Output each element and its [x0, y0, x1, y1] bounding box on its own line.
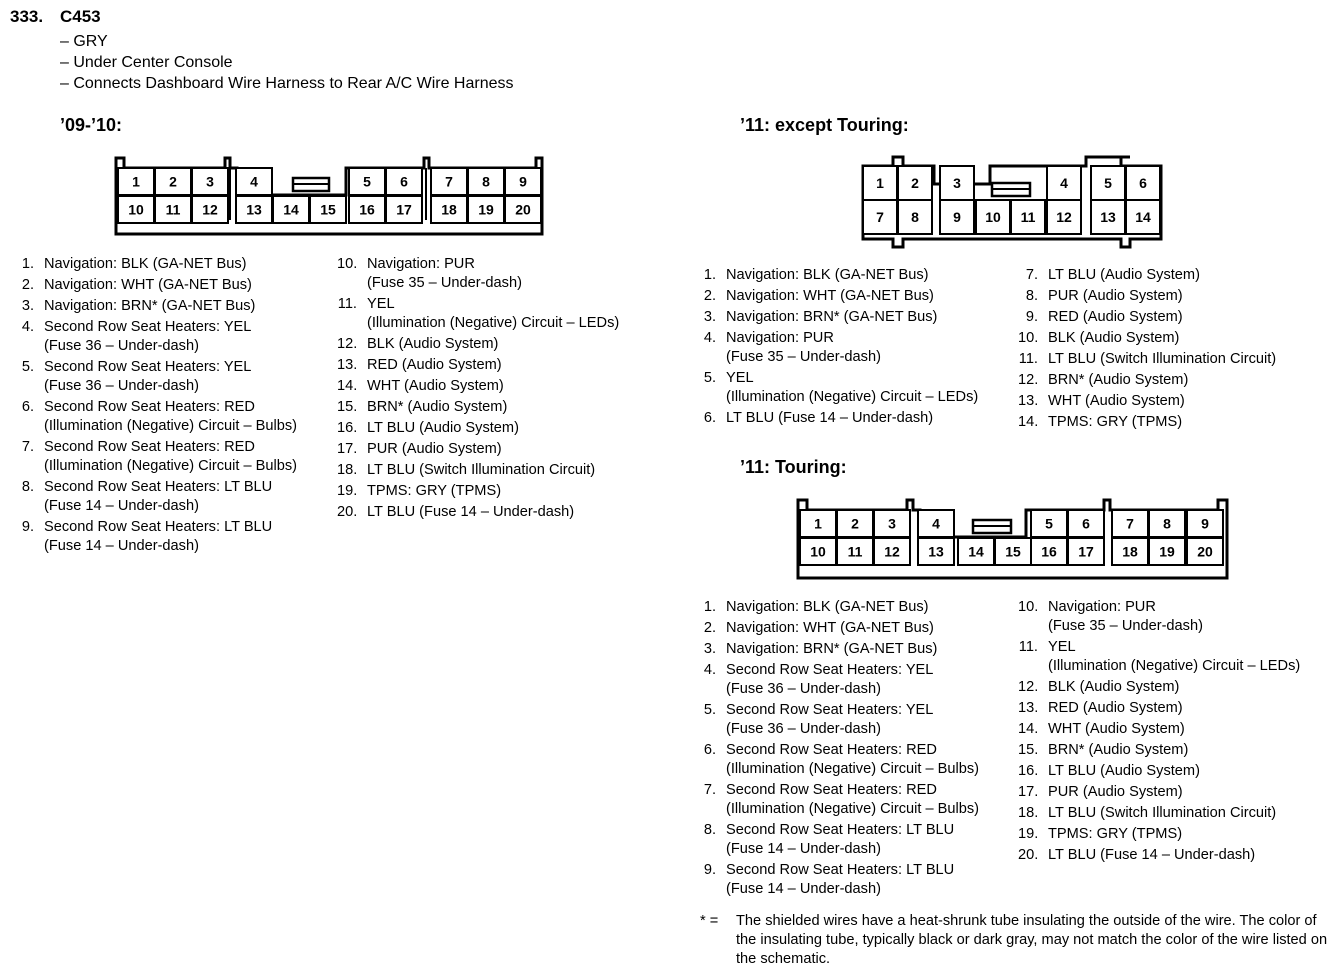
pin-number-label: 11	[847, 543, 863, 560]
pin-label: YEL	[367, 296, 395, 312]
pin-number-label: 4	[250, 173, 258, 190]
connector-location: – Under Center Console	[60, 54, 233, 71]
pin-entry	[1018, 762, 1300, 781]
pin-number-label: 13	[246, 201, 262, 218]
pin-entry	[696, 701, 979, 739]
pin-label: PUR (Audio System)	[1048, 288, 1183, 304]
pin-entry	[14, 518, 297, 556]
pin-sublabel: (Illumination (Negative) Circuit – LEDs)	[1048, 658, 1301, 674]
pin-list-11t-col1	[696, 598, 979, 901]
pin-number: 17.	[337, 441, 358, 457]
pin-number: 15.	[1018, 742, 1039, 758]
pin-sublabel: (Fuse 14 – Under-dash)	[44, 538, 199, 554]
pin-number: 1.	[703, 267, 716, 283]
pin-number-label: 7	[445, 173, 453, 190]
pin-label: TPMS: GRY (TPMS)	[1048, 414, 1183, 430]
pin-entry	[337, 377, 619, 396]
pin-number: 20.	[1018, 847, 1039, 863]
pin-number-label: 5	[363, 173, 371, 190]
pin-number-label: 4	[1060, 175, 1068, 191]
pin-number: 14.	[1018, 721, 1039, 737]
pin-label: RED (Audio System)	[1048, 309, 1183, 325]
pin-sublabel: (Fuse 14 – Under-dash)	[726, 841, 881, 857]
pin-number-label: 20	[515, 201, 531, 218]
pin-label: RED (Audio System)	[367, 357, 502, 373]
pin-label: TPMS: GRY (TPMS)	[1048, 826, 1183, 842]
pin-number-label: 13	[928, 543, 944, 560]
pin-sublabel: (Fuse 36 – Under-dash)	[726, 721, 881, 737]
pin-number: 13.	[1018, 700, 1039, 716]
pin-entry	[337, 356, 619, 375]
footnote-mark: * =	[700, 913, 719, 929]
pin-number-label: 2	[911, 175, 919, 191]
pin-number-label: 6	[1082, 515, 1090, 532]
pin-number-label: 10	[810, 543, 826, 560]
pin-sublabel: (Illumination (Negative) Circuit – LEDs)	[726, 389, 979, 405]
pin-entry	[337, 255, 619, 293]
pin-number: 7.	[1025, 267, 1038, 283]
pin-entry	[696, 821, 979, 859]
pin-list-11ex-col2	[1018, 266, 1276, 434]
pin-entry	[337, 398, 619, 417]
pin-label: BLK (Audio System)	[1048, 330, 1180, 346]
pin-entry	[1018, 287, 1276, 306]
pin-label: LT BLU (Audio System)	[367, 420, 519, 436]
pin-number: 6.	[703, 742, 716, 758]
pin-number: 1.	[703, 599, 716, 615]
pin-number: 14.	[1018, 414, 1039, 430]
pin-label: Navigation: BRN* (GA-NET Bus)	[44, 298, 256, 314]
pin-label: Navigation: PUR	[1048, 599, 1156, 615]
pin-number: 14.	[337, 378, 358, 394]
pin-entry	[696, 409, 978, 428]
pin-label: LT BLU (Switch Illumination Circuit)	[367, 462, 596, 478]
pin-number: 5.	[21, 359, 34, 375]
pin-entry	[696, 861, 979, 899]
pin-label: Navigation: BLK (GA-NET Bus)	[44, 256, 247, 272]
pin-label: LT BLU (Fuse 14 – Under-dash)	[367, 504, 575, 520]
pin-number: 3.	[703, 641, 716, 657]
connector-0910-diagram	[110, 150, 550, 242]
pin-number: 7.	[21, 439, 34, 455]
pin-entry	[696, 287, 978, 306]
pin-entry	[1018, 350, 1276, 369]
pin-entry	[14, 276, 297, 295]
pin-number-label: 4	[932, 515, 940, 532]
pin-label: Navigation: WHT (GA-NET Bus)	[44, 277, 252, 293]
pin-label: Navigation: WHT (GA-NET Bus)	[726, 620, 934, 636]
pin-entry	[696, 661, 979, 699]
pin-number: 11.	[1018, 639, 1038, 655]
pin-number-label: 14	[968, 543, 984, 560]
pin-number-label: 14	[1135, 209, 1151, 225]
pin-label: Second Row Seat Heaters: RED	[726, 742, 937, 758]
pin-number: 16.	[1018, 763, 1039, 779]
pin-sublabel: (Illumination (Negative) Circuit – Bulbs)	[726, 761, 980, 777]
pin-label: Navigation: WHT (GA-NET Bus)	[726, 288, 934, 304]
pin-number-label: 7	[876, 209, 884, 225]
pin-sublabel: (Illumination (Negative) Circuit – Bulbs)	[726, 801, 980, 817]
pin-number-label: 12	[1056, 209, 1072, 225]
pin-number: 18.	[337, 462, 358, 478]
pin-label: Navigation: PUR	[726, 330, 834, 346]
pin-label: BRN* (Audio System)	[367, 399, 508, 415]
pin-sublabel: (Fuse 14 – Under-dash)	[44, 498, 199, 514]
pin-entry	[14, 478, 297, 516]
pin-entry	[14, 255, 297, 274]
pin-number: 1.	[21, 256, 34, 272]
pin-entry	[1018, 678, 1300, 697]
connector-11-except-touring-diagram	[858, 153, 1168, 251]
connector-code: C453	[60, 7, 101, 26]
pin-number-label: 16	[359, 201, 375, 218]
pin-number-label: 3	[206, 173, 214, 190]
pin-number-label: 1	[814, 515, 822, 532]
pin-entry	[1018, 266, 1276, 285]
pin-number-label: 16	[1041, 543, 1057, 560]
pin-number: 2.	[703, 288, 716, 304]
pin-number-label: 5	[1104, 175, 1112, 191]
pin-entry	[1018, 741, 1300, 760]
pin-entry	[14, 398, 297, 436]
pin-entry	[337, 419, 619, 438]
pin-number-label: 17	[396, 201, 412, 218]
pin-label: PUR (Audio System)	[1048, 784, 1183, 800]
pin-entry	[1018, 308, 1276, 327]
pin-label: WHT (Audio System)	[367, 378, 504, 394]
pin-number-label: 6	[400, 173, 408, 190]
pin-label: Second Row Seat Heaters: RED	[44, 439, 255, 455]
pin-label: LT BLU (Switch Illumination Circuit)	[1048, 351, 1277, 367]
pin-label: YEL	[1048, 639, 1076, 655]
pin-label: Second Row Seat Heaters: RED	[726, 782, 937, 798]
pin-number: 12.	[1018, 372, 1039, 388]
pin-entry	[1018, 598, 1300, 636]
connector-description: – Connects Dashboard Wire Harness to Rear A/C Wire Harness	[60, 75, 514, 92]
pin-entry	[1018, 804, 1300, 823]
pin-number: 20.	[337, 504, 358, 520]
pin-entry	[1018, 329, 1276, 348]
pin-entry	[337, 295, 619, 333]
pin-number: 9.	[21, 519, 34, 535]
pin-label: WHT (Audio System)	[1048, 721, 1185, 737]
pin-number-label: 3	[888, 515, 896, 532]
pin-label: Navigation: BRN* (GA-NET Bus)	[726, 641, 938, 657]
pin-entry	[1018, 825, 1300, 844]
pin-label: Second Row Seat Heaters: RED	[44, 399, 255, 415]
pin-number: 12.	[337, 336, 358, 352]
pin-label: LT BLU (Audio System)	[1048, 763, 1200, 779]
pin-number-label: 2	[169, 173, 177, 190]
connector-0910-cells	[118, 168, 541, 223]
pin-number: 4.	[703, 330, 716, 346]
pin-number: 11.	[337, 296, 357, 312]
pin-number-label: 6	[1139, 175, 1147, 191]
pin-number: 12.	[1018, 679, 1039, 695]
connector-color: – GRY	[60, 33, 108, 50]
pin-label: RED (Audio System)	[1048, 700, 1183, 716]
pin-number-label: 18	[1122, 543, 1138, 560]
pin-entry	[696, 741, 979, 779]
pin-number: 8.	[1025, 288, 1038, 304]
section-title-11-except-touring: ’11: except Touring:	[740, 115, 909, 135]
pin-label: Second Row Seat Heaters: LT BLU	[44, 479, 273, 495]
pin-label: Second Row Seat Heaters: YEL	[44, 359, 252, 375]
pin-entry	[696, 781, 979, 819]
pin-label: Second Row Seat Heaters: YEL	[44, 319, 252, 335]
pin-number: 13.	[337, 357, 358, 373]
pin-number: 4.	[703, 662, 716, 678]
pin-number-label: 5	[1045, 515, 1053, 532]
pin-label: Second Row Seat Heaters: LT BLU	[726, 862, 955, 878]
pin-label: LT BLU (Fuse 14 – Under-dash)	[726, 410, 934, 426]
pin-number: 4.	[21, 319, 34, 335]
pin-label: Navigation: BLK (GA-NET Bus)	[726, 599, 929, 615]
pin-number-label: 10	[985, 209, 1001, 225]
pin-entry	[696, 266, 978, 285]
pin-number: 8.	[21, 479, 34, 495]
pin-label: BLK (Audio System)	[367, 336, 499, 352]
footnote-text: The shielded wires have a heat-shrunk tube insulating the outside of the wire. The color of the insulating tube, typically black or dark gray, may not match the color of the wire listed on the schematic.	[736, 913, 1328, 967]
section-title-0910: ’09-’10:	[60, 115, 123, 135]
pin-number-label: 8	[482, 173, 490, 190]
pin-number: 19.	[337, 483, 358, 499]
pin-number: 16.	[337, 420, 358, 436]
pin-label: Navigation: BLK (GA-NET Bus)	[726, 267, 929, 283]
pin-sublabel: (Fuse 14 – Under-dash)	[726, 881, 881, 897]
pin-number: 6.	[703, 410, 716, 426]
pin-entry	[696, 329, 978, 367]
pin-label: LT BLU (Fuse 14 – Under-dash)	[1048, 847, 1256, 863]
pin-number: 5.	[703, 370, 716, 386]
pin-number-label: 8	[911, 209, 919, 225]
pin-number-label: 14	[283, 201, 299, 218]
pin-number: 8.	[703, 822, 716, 838]
pin-sublabel: (Illumination (Negative) Circuit – LEDs)	[367, 315, 620, 331]
pin-number-label: 1	[132, 173, 140, 190]
connector-11-touring-diagram	[790, 492, 1234, 584]
pin-label: Navigation: PUR	[367, 256, 475, 272]
pin-number-label: 18	[441, 201, 457, 218]
pin-number-label: 11	[1020, 209, 1036, 225]
pin-number-label: 10	[128, 201, 144, 218]
pin-number: 10.	[1018, 330, 1039, 346]
pin-number: 3.	[21, 298, 34, 314]
pin-sublabel: (Fuse 35 – Under-dash)	[726, 349, 881, 365]
pin-entry	[696, 640, 979, 659]
pin-number: 2.	[703, 620, 716, 636]
pin-entry	[696, 619, 979, 638]
pin-label: BRN* (Audio System)	[1048, 742, 1189, 758]
pin-number: 9.	[703, 862, 716, 878]
pin-sublabel: (Fuse 35 – Under-dash)	[367, 275, 522, 291]
pin-entry	[14, 297, 297, 316]
pin-list-0910-col1	[14, 255, 297, 558]
pin-label: Navigation: BRN* (GA-NET Bus)	[726, 309, 938, 325]
pin-entry	[14, 358, 297, 396]
item-number: 333.	[10, 7, 44, 26]
pin-number: 9.	[1025, 309, 1038, 325]
pin-entry	[1018, 846, 1300, 865]
pin-number: 2.	[21, 277, 34, 293]
pin-label: WHT (Audio System)	[1048, 393, 1185, 409]
pin-list-11ex-col1	[696, 266, 978, 430]
pin-number-label: 20	[1197, 543, 1213, 560]
pin-entry	[696, 308, 978, 327]
pin-sublabel: (Fuse 36 – Under-dash)	[726, 681, 881, 697]
pin-number: 18.	[1018, 805, 1039, 821]
pin-number: 7.	[703, 782, 716, 798]
pin-label: LT BLU (Switch Illumination Circuit)	[1048, 805, 1277, 821]
pin-number-label: 9	[1201, 515, 1209, 532]
pin-label: YEL	[726, 370, 754, 386]
connector-11t-cells	[800, 510, 1223, 565]
pin-entry	[1018, 413, 1276, 432]
pin-number-label: 13	[1100, 209, 1116, 225]
pin-number-label: 11	[165, 201, 181, 218]
pin-number: 13.	[1018, 393, 1039, 409]
pin-entry	[14, 438, 297, 476]
pin-entry	[696, 369, 978, 407]
pin-number-label: 19	[478, 201, 494, 218]
pin-entry	[1018, 699, 1300, 718]
pin-number: 15.	[337, 399, 358, 415]
pin-label: Second Row Seat Heaters: LT BLU	[44, 519, 273, 535]
pin-label: Second Row Seat Heaters: YEL	[726, 662, 934, 678]
pin-number-label: 7	[1126, 515, 1134, 532]
pin-number-label: 15	[320, 201, 336, 218]
pin-label: BRN* (Audio System)	[1048, 372, 1189, 388]
pin-entry	[337, 482, 619, 501]
pin-number-label: 8	[1163, 515, 1171, 532]
pin-number-label: 2	[851, 515, 859, 532]
pin-entry	[14, 318, 297, 356]
pin-entry	[337, 461, 619, 480]
pin-number-label: 1	[876, 175, 884, 191]
pin-sublabel: (Fuse 36 – Under-dash)	[44, 338, 199, 354]
pin-entry	[337, 335, 619, 354]
pin-number-label: 15	[1005, 543, 1021, 560]
pin-number-label: 19	[1159, 543, 1175, 560]
pin-number: 5.	[703, 702, 716, 718]
section-title-11-touring: ’11: Touring:	[740, 457, 847, 477]
pin-sublabel: (Illumination (Negative) Circuit – Bulbs)	[44, 458, 298, 474]
pin-number-label: 12	[202, 201, 218, 218]
pin-entry	[337, 440, 619, 459]
pin-label: LT BLU (Audio System)	[1048, 267, 1200, 283]
pin-number-label: 9	[519, 173, 527, 190]
pin-entry	[1018, 783, 1300, 802]
pin-number: 10.	[337, 256, 358, 272]
pin-label: Second Row Seat Heaters: YEL	[726, 702, 934, 718]
pin-list-11t-col2	[1018, 598, 1300, 867]
pin-sublabel: (Illumination (Negative) Circuit – Bulbs)	[44, 418, 298, 434]
pin-label: BLK (Audio System)	[1048, 679, 1180, 695]
pin-entry	[696, 598, 979, 617]
pin-number: 11.	[1018, 351, 1038, 367]
pin-sublabel: (Fuse 36 – Under-dash)	[44, 378, 199, 394]
pin-label: Second Row Seat Heaters: LT BLU	[726, 822, 955, 838]
pin-number: 6.	[21, 399, 34, 415]
pin-entry	[1018, 720, 1300, 739]
footnote	[700, 912, 1330, 969]
pin-entry	[1018, 371, 1276, 390]
pin-number: 3.	[703, 309, 716, 325]
pin-number: 10.	[1018, 599, 1039, 615]
pin-list-0910-col2	[337, 255, 619, 524]
pin-number-label: 17	[1078, 543, 1094, 560]
pin-sublabel: (Fuse 35 – Under-dash)	[1048, 618, 1203, 634]
pin-entry	[337, 503, 619, 522]
pin-number-label: 3	[953, 175, 961, 191]
pin-number: 17.	[1018, 784, 1039, 800]
pin-label: PUR (Audio System)	[367, 441, 502, 457]
pin-entry	[1018, 638, 1300, 676]
pin-label: TPMS: GRY (TPMS)	[367, 483, 502, 499]
pin-number-label: 9	[953, 209, 961, 225]
pin-entry	[1018, 392, 1276, 411]
pin-number: 19.	[1018, 826, 1039, 842]
pin-number-label: 12	[884, 543, 900, 560]
